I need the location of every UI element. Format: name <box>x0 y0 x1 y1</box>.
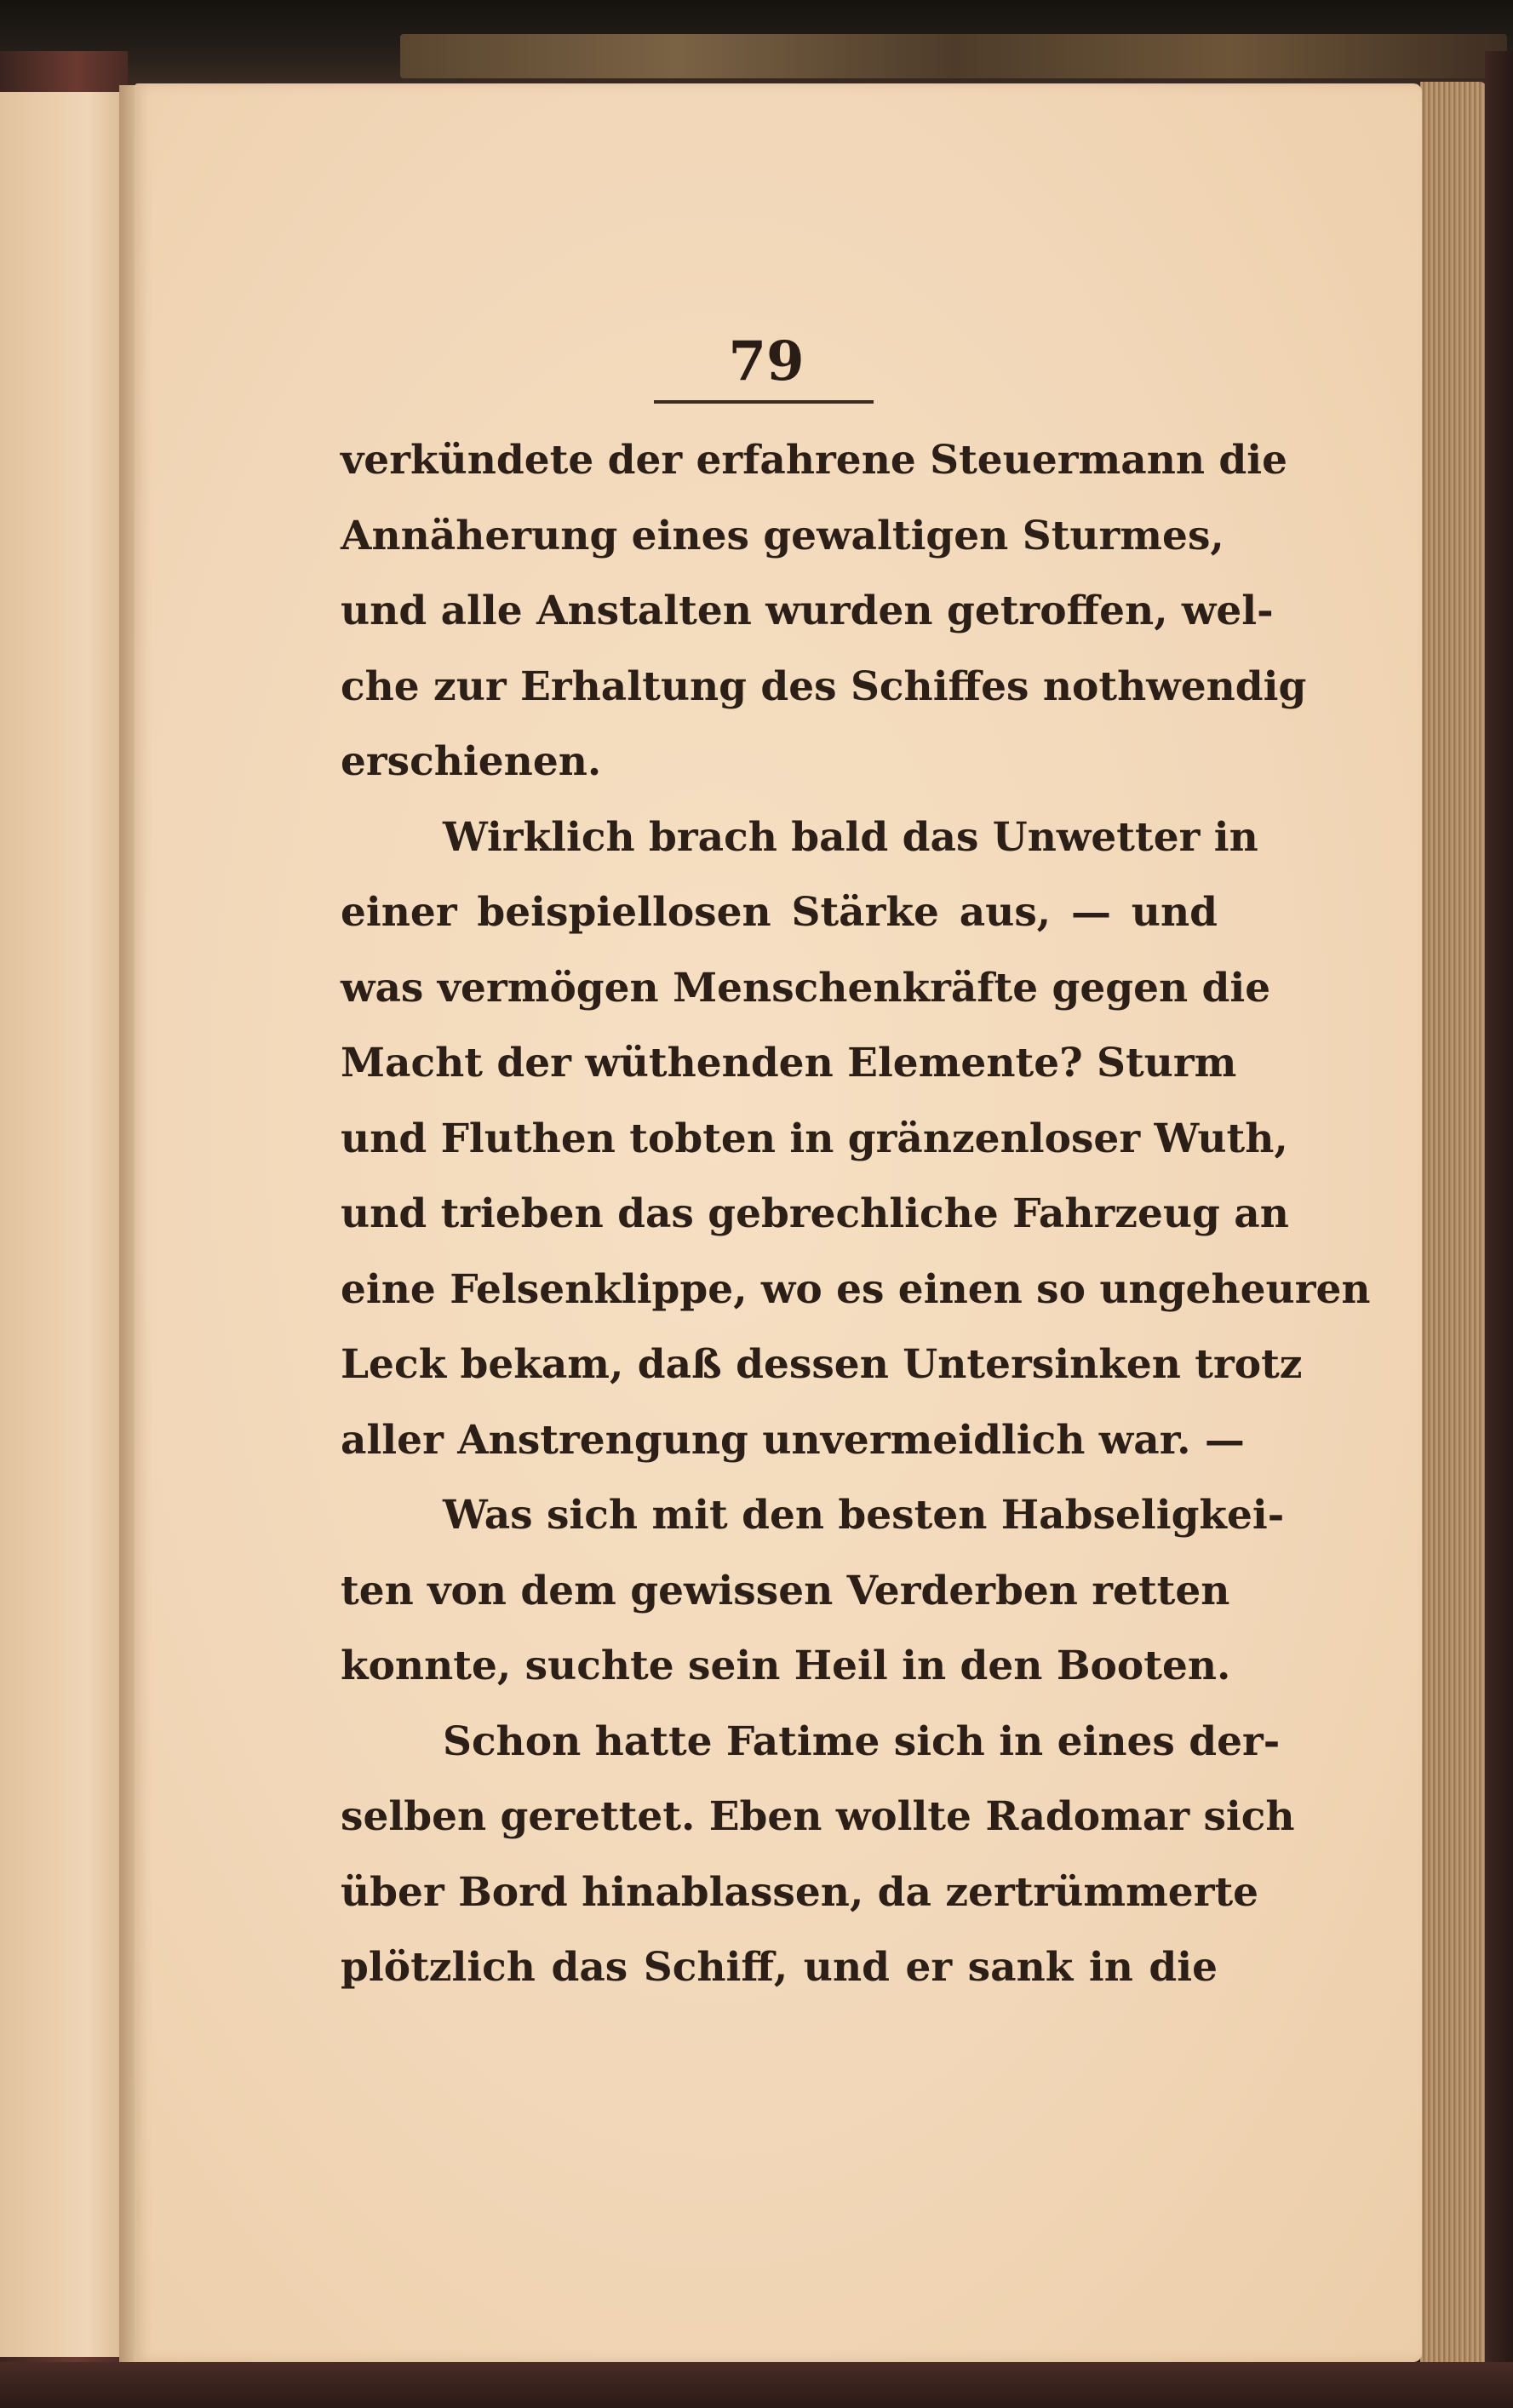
text-line: eine Felsenklippe, wo es einen so ungeheuren <box>341 1265 1371 1313</box>
text-line: erschienen. <box>341 738 602 785</box>
text-line: plötzlich das Schiff, und er sank in die <box>341 1944 1218 1991</box>
text-line: was vermögen Menschenkräfte gegen die <box>341 964 1271 1012</box>
top-binding-strip <box>400 34 1507 78</box>
text-line: Macht der wüthenden Elemente? Sturm <box>341 1040 1237 1086</box>
text-line: aller Anstrengung unvermeidlich war. — <box>341 1416 1245 1464</box>
page-edge-stack <box>1420 82 1487 2367</box>
text-line: und alle Anstalten wurden getroffen, wel- <box>341 588 1274 634</box>
text-line: Annäherung eines gewaltigen Sturmes, <box>341 512 1224 559</box>
text-line: verkündete der erfahrene Steuermann die <box>341 437 1288 484</box>
text-line: und Fluthen tobten in gränzenloser Wuth, <box>341 1115 1288 1162</box>
text-line: einer beispiellosen Stärke aus, — und <box>341 889 1218 936</box>
header-rule <box>654 400 874 404</box>
text-line: konnte, suchte sein Heil in den Booten. <box>341 1643 1231 1689</box>
page-number: 79 <box>728 330 805 393</box>
facing-page-edge <box>0 92 126 2357</box>
text-line: und trieben das gebrechliche Fahrzeug an <box>341 1190 1289 1237</box>
body-text <box>341 423 1371 2006</box>
text-line: Schon hatte Fatime sich in eines der- <box>443 1717 1281 1765</box>
text-line: Was sich mit den besten Habseligkei- <box>443 1492 1285 1539</box>
text-line: Leck bekam, daß dessen Untersinken trotz <box>341 1341 1303 1388</box>
text-line: che zur Erhaltung des Schiffes nothwendig <box>341 662 1307 710</box>
text-line: selben gerettet. Eben wollte Radomar sich <box>341 1793 1295 1840</box>
text-line: über Bord hinablassen, da zertrümmerte <box>341 1868 1259 1916</box>
bottom-board <box>0 2362 1513 2408</box>
text-line: ten von dem gewissen Verderben retten <box>341 1567 1230 1614</box>
right-cover-edge <box>1485 51 1513 2408</box>
text-line: Wirklich brach bald das Unwetter in <box>443 813 1258 861</box>
